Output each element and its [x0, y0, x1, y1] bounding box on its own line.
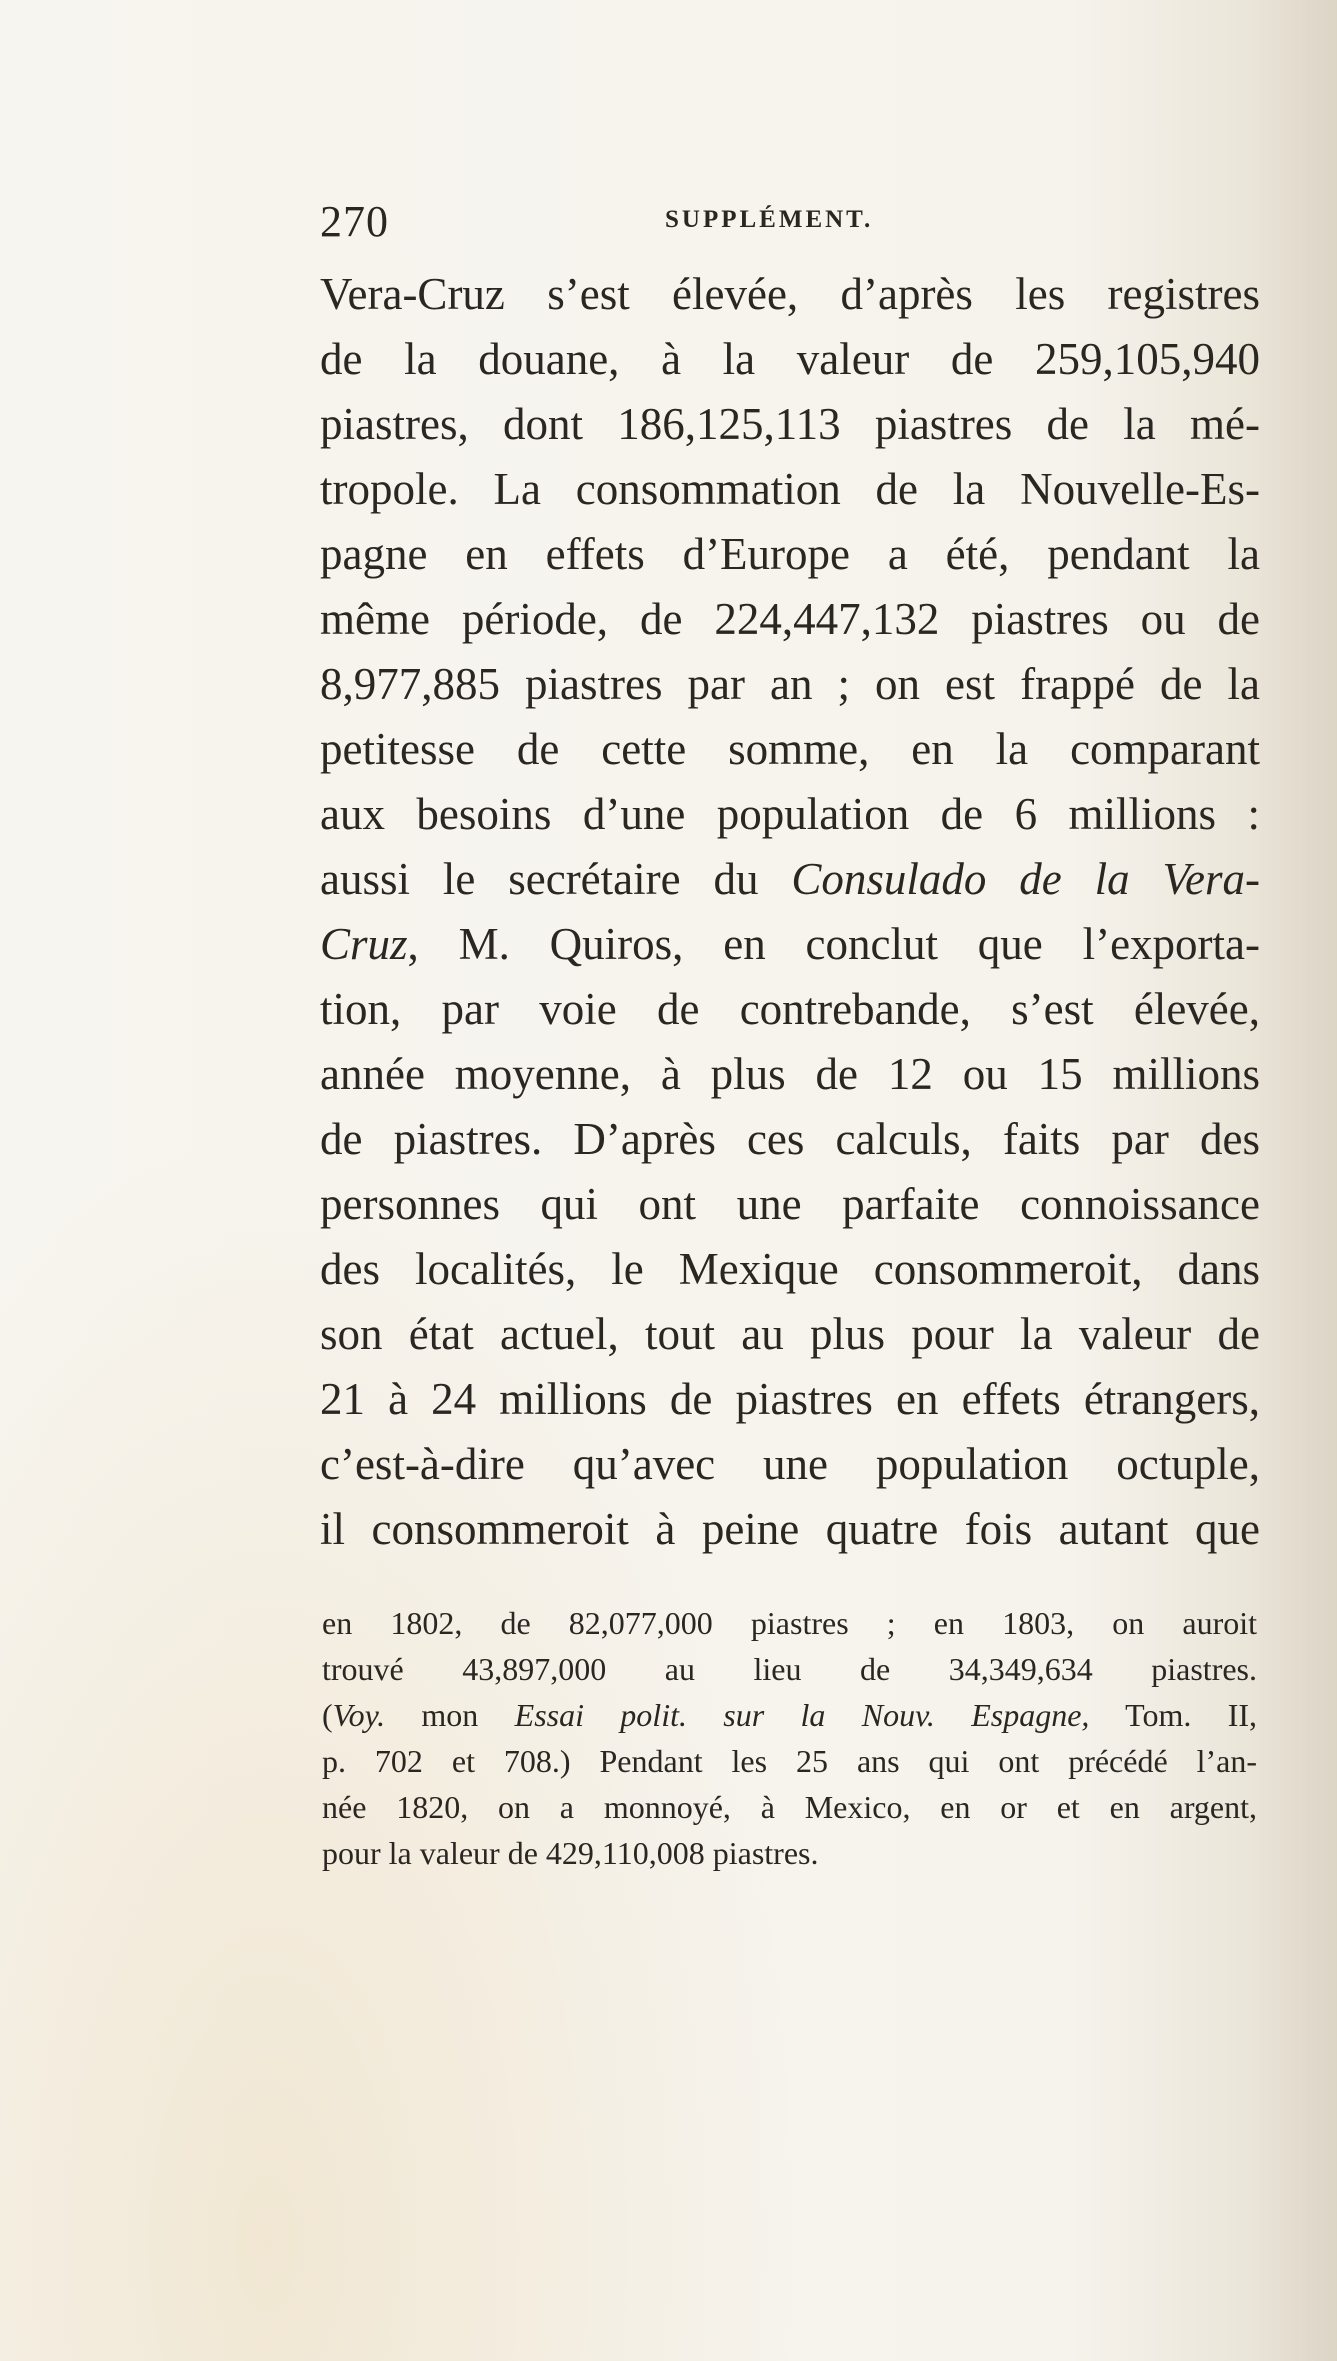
italic-text: Cruz — [320, 919, 408, 969]
italic-text: Voy. — [332, 1697, 386, 1733]
text-run: p. 702 et 708.) Pendant les 25 ans qui ont précédé l’an- — [322, 1743, 1257, 1779]
body-line — [320, 847, 1260, 912]
text-run: même période, de 224,447,132 piastres ou de — [320, 594, 1260, 644]
body-line — [320, 1107, 1260, 1172]
text-run: pour la valeur de 429,110,008 piastres. — [322, 1835, 819, 1871]
body-line — [320, 1042, 1260, 1107]
text-run: trouvé 43,897,000 au lieu de 34,349,634 piastres. — [322, 1651, 1257, 1687]
text-run: 8,977,885 piastres par an ; on est frappé de la — [320, 659, 1260, 709]
running-head — [320, 196, 920, 256]
text-run: ( — [322, 1697, 333, 1733]
body-line — [320, 782, 1260, 847]
body-line — [320, 977, 1260, 1042]
text-run: il consommeroit à peine quatre fois autant que — [320, 1504, 1260, 1554]
footnote-line — [322, 1738, 1257, 1784]
footnote-line — [322, 1646, 1257, 1692]
italic-text: Consulado de la Vera- — [791, 854, 1260, 904]
body-line — [320, 327, 1260, 392]
body-line — [320, 587, 1260, 652]
body-line — [320, 652, 1260, 717]
footnote-line — [322, 1830, 1257, 1876]
text-run: , M. Quiros, en conclut que l’exporta- — [407, 919, 1260, 969]
text-run: Vera-Cruz s’est élevée, d’après les registres — [320, 269, 1260, 319]
body-line — [320, 1432, 1260, 1497]
footnote-line — [322, 1600, 1257, 1646]
footnote-line — [322, 1784, 1257, 1830]
text-run: aussi le secrétaire du — [320, 854, 792, 904]
body-line — [320, 912, 1260, 977]
text-run: petitesse de cette somme, en la comparant — [320, 724, 1260, 774]
body-line — [320, 262, 1260, 327]
page-number: 270 — [320, 197, 389, 246]
text-run: Tom. II, — [1089, 1697, 1258, 1733]
body-line — [320, 717, 1260, 782]
text-run: tion, par voie de contrebande, s’est élevée, — [320, 984, 1260, 1034]
footnote-line — [322, 1692, 1257, 1738]
text-run: pagne en effets d’Europe a été, pendant la — [320, 529, 1260, 579]
text-run: 21 à 24 millions de piastres en effets étrangers, — [320, 1374, 1260, 1424]
text-run: année moyenne, à plus de 12 ou 15 millions — [320, 1049, 1260, 1099]
text-run: personnes qui ont une parfaite connoissance — [320, 1179, 1260, 1229]
body-line — [320, 1302, 1260, 1367]
text-run: de la douane, à la valeur de 259,105,940 — [320, 334, 1260, 384]
body-line — [320, 457, 1260, 522]
body-line — [320, 1367, 1260, 1432]
body-line — [320, 522, 1260, 587]
text-run: son état actuel, tout au plus pour la valeur de — [320, 1309, 1260, 1359]
body-line — [320, 1497, 1260, 1562]
text-run: c’est-à-dire qu’avec une population octuple, — [320, 1439, 1260, 1489]
text-run: tropole. La consommation de la Nouvelle-Es- — [320, 464, 1260, 514]
italic-text: Essai polit. sur la Nouv. Espagne, — [514, 1697, 1090, 1733]
body-line — [320, 1172, 1260, 1237]
running-title: SUPPLÉMENT. — [665, 206, 874, 233]
text-run: mon — [385, 1697, 515, 1733]
text-run: en 1802, de 82,077,000 piastres ; en 1803, on auroit — [322, 1605, 1257, 1641]
text-run: piastres, dont 186,125,113 piastres de la mé- — [320, 399, 1260, 449]
text-run: aux besoins d’une population de 6 millions : — [320, 789, 1260, 839]
footnote — [322, 1600, 1257, 1876]
body-text — [320, 262, 1260, 1562]
body-line — [320, 1237, 1260, 1302]
text-run: des localités, le Mexique consommeroit, dans — [320, 1244, 1260, 1294]
text-run: de piastres. D’après ces calculs, faits par des — [320, 1114, 1260, 1164]
body-line — [320, 392, 1260, 457]
text-run: née 1820, on a monnoyé, à Mexico, en or et en argent, — [322, 1789, 1257, 1825]
